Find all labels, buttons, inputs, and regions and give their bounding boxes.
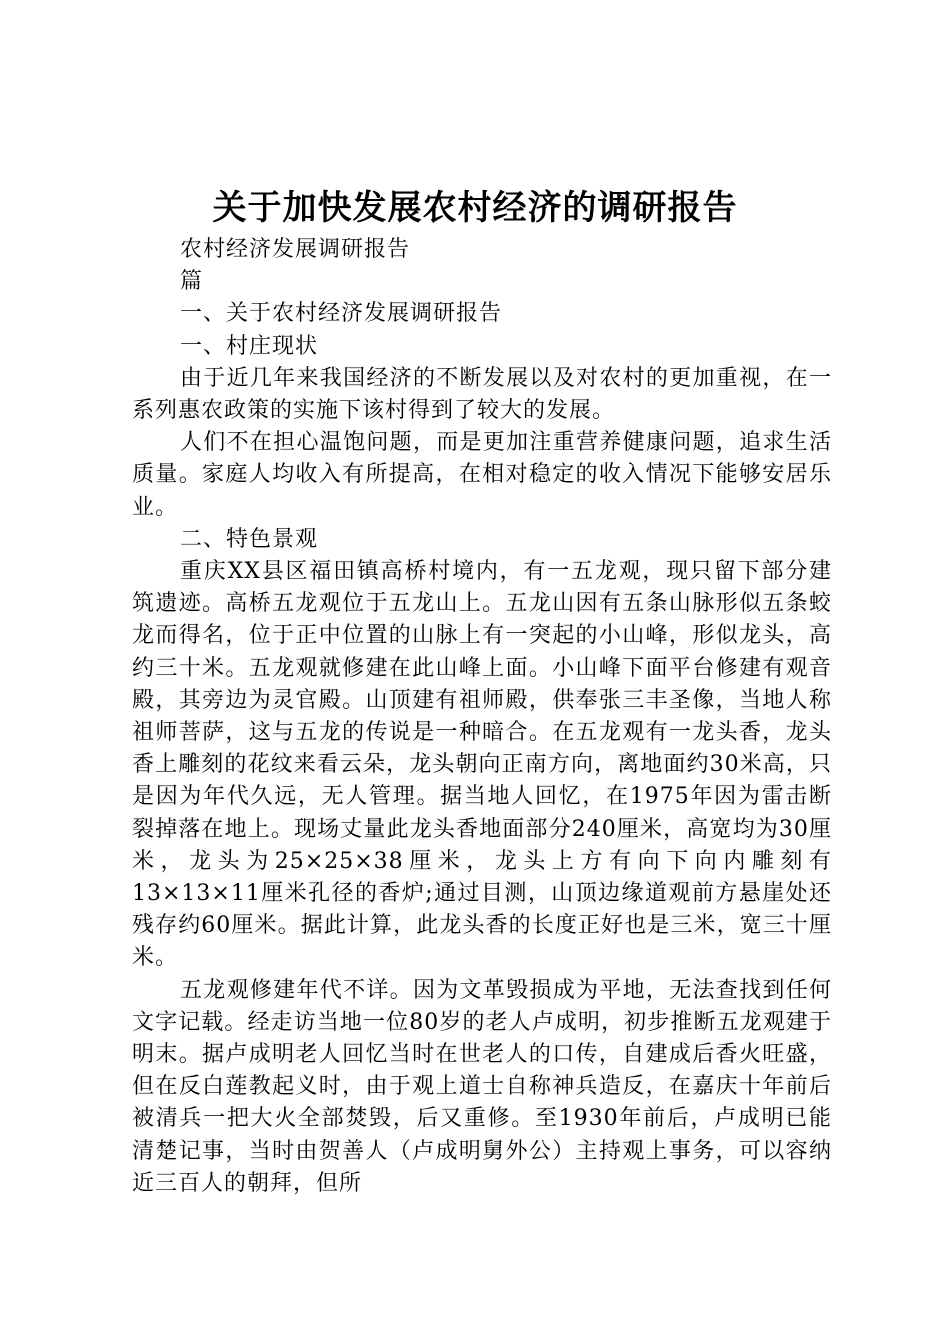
section-marker: 篇 [180,269,204,295]
body-paragraph: 由于近几年来我国经济的不断发展以及对农村的更加重视，在一系列惠农政策的实施下该村得到了较大的发展。 [132,365,832,424]
document-title: 关于加快发展农村经济的调研报告 [212,188,738,228]
subtitle-line: 农村经济发展调研报告 [180,237,411,262]
document-body [132,234,832,1200]
body-paragraph: 人们不在担心温饱问题，而是更加注重营养健康问题，追求生活质量。家庭人均收入有所提高，在相对稳定的收入情况下能够安居乐业。 [132,430,832,520]
section-heading: 一、村庄现状 [180,333,319,359]
body-paragraph: 重庆XX县区福田镇高桥村境内，有一五龙观，现只留下部分建筑遗迹。高桥五龙观位于五龙山上。五龙山因有五条山脉形似五条蛟龙而得名，位于正中位置的山脉上有一突起的小山峰，形似龙头，高约三十米。五龙观就修建在此山峰上面。小山峰下面平台修建有观音殿，其旁边为灵官殿。山顶建有祖师殿，供奉张三丰圣像，当地人称祖师菩萨，这与五龙的传说是一种暗合。在五龙观有一龙头香，龙头香上雕刻的花纹来看云朵，龙头朝向正南方向，离地面约30米高，只是因为年代久远，无人管理。据当地人回忆，在1975年因为雷击断裂掉落在地上。现场丈量此龙头香地面部分240厘米，高宽均为30厘米，龙头为25×25×38厘米，龙头上方有向下向内雕刻有13×13×11厘米孔径的香炉;通过目测，山顶边缘道观前方悬崖处还残存约60厘米。据此计算，此龙头香的长度正好也是三米，宽三十厘米。 [132,559,832,971]
section-heading: 二、特色景观 [180,526,319,552]
body-paragraph: 五龙观修建年代不详。因为文革毁损成为平地，无法查找到任何文字记载。经走访当地一位80岁的老人卢成明，初步推断五龙观建于明末。据卢成明老人回忆当时在世老人的口传，自建成后香火旺盛，但在反白莲教起义时，由于观上道士自称神兵造反，在嘉庆十年前后被清兵一把大火全部焚毁，后又重修。至1930年前后，卢成明已能清楚记事，当时由贺善人（卢成明舅外公）主持观上事务，可以容纳近三百人的朝拜，但所 [132,977,832,1196]
section-heading: 一、关于农村经济发展调研报告 [180,301,503,327]
